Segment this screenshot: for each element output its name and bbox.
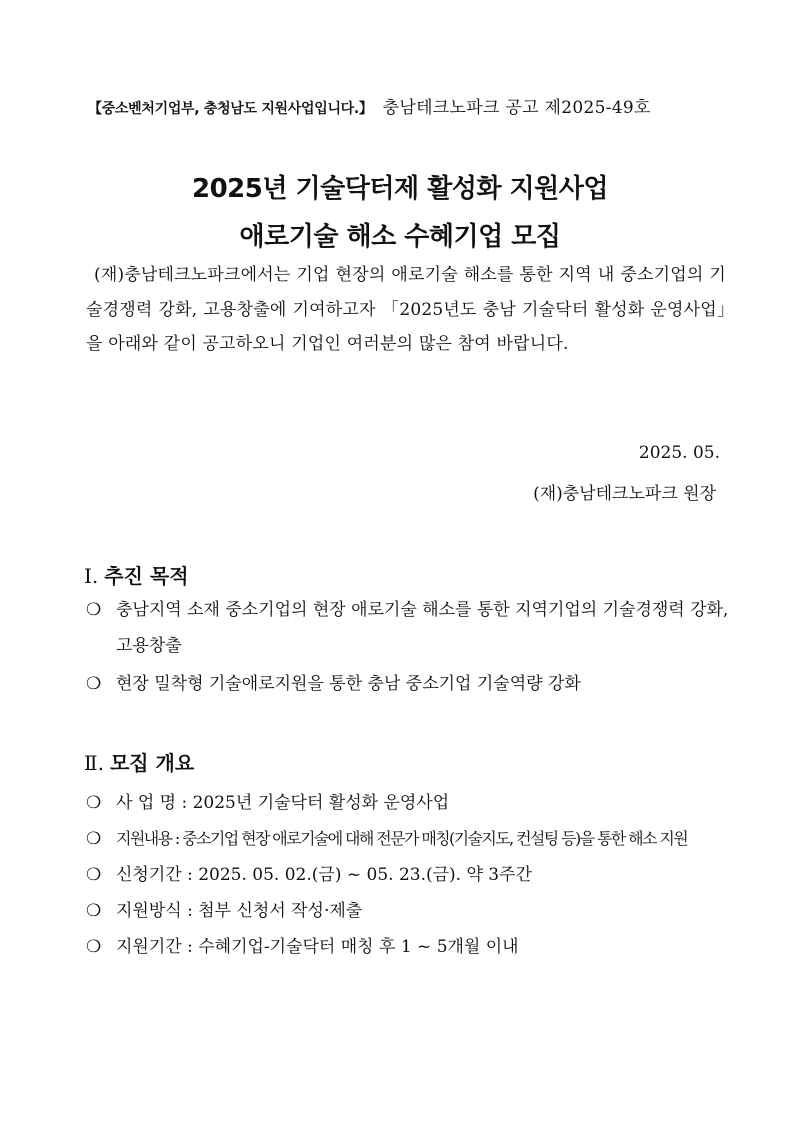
document-title-line2: 애로기술 해소 수혜기업 모집	[239, 222, 561, 252]
list-item-text: 지원기간 : 수혜기업-기술닥터 매칭 후 1 ~ 5개월 이내	[116, 937, 519, 957]
section-title: 추진 목적	[104, 564, 189, 588]
list-item	[86, 893, 736, 929]
issuer-signature: (재)충남테크노파크 원장	[533, 484, 716, 504]
list-item	[86, 857, 736, 893]
list-item-text: 현장 밀착형 기술애로지원을 통한 충남 중소기업 기술역량 강화	[116, 674, 581, 694]
support-notice: 【중소벤처기업부, 충청남도 지원사업입니다.】	[88, 101, 373, 117]
circle-bullet-icon: ❍	[86, 793, 102, 813]
announcement-date: 2025. 05.	[638, 443, 720, 463]
section-number: Ⅰ.	[84, 564, 99, 588]
document-header	[88, 93, 730, 118]
circle-bullet-icon: ❍	[86, 937, 102, 957]
list-item	[86, 592, 736, 664]
list-item-text: 충남지역 소재 중소기업의 현장 애로기술 해소를 통한 지역기업의 기술경쟁력 강화, 고용창출	[116, 600, 729, 656]
circle-bullet-icon: ❍	[86, 901, 102, 921]
list-item-text: 사 업 명 : 2025년 기술닥터 활성화 운영사업	[116, 793, 450, 813]
circle-bullet-icon: ❍	[86, 829, 102, 849]
announcement-number: 충남테크노파크 공고 제2025-49호	[382, 98, 651, 118]
section-heading-purpose	[84, 560, 189, 589]
list-item	[86, 785, 736, 821]
list-item-text: 신청기간 : 2025. 05. 02.(금) ~ 05. 23.(금). 약 3주간	[116, 865, 532, 885]
list-item-text: 지원방식 : 첨부 신청서 작성·제출	[116, 901, 363, 921]
document-title-line1: 2025년 기술닥터제 활성화 지원사업	[191, 174, 609, 204]
list-item	[86, 821, 736, 857]
circle-bullet-icon: ❍	[86, 865, 102, 885]
list-item	[86, 929, 736, 965]
section-title: 모집 개요	[109, 751, 195, 775]
intro-paragraph: (재)충남테크노파크에서는 기업 현장의 애로기술 해소를 통한 지역 내 중소기업의 기술경쟁력 강화, 고용창출에 기여하고자 「2025년도 충남 기술닥터 활성화 운영사업」을 아래와 같이 공고하오니 기업인 여러분의 많은 참여 바랍니다.	[86, 265, 726, 354]
section-number: Ⅱ.	[84, 751, 104, 775]
list-item-text: 지원내용 : 중소기업 현장 애로기술에 대해 전문가 매칭(기술지도, 컨설팅 등)을 통한 해소 지원	[116, 829, 688, 848]
section-heading-overview	[84, 747, 194, 776]
list-item	[86, 666, 736, 702]
circle-bullet-icon: ❍	[86, 674, 102, 694]
circle-bullet-icon: ❍	[86, 600, 102, 620]
